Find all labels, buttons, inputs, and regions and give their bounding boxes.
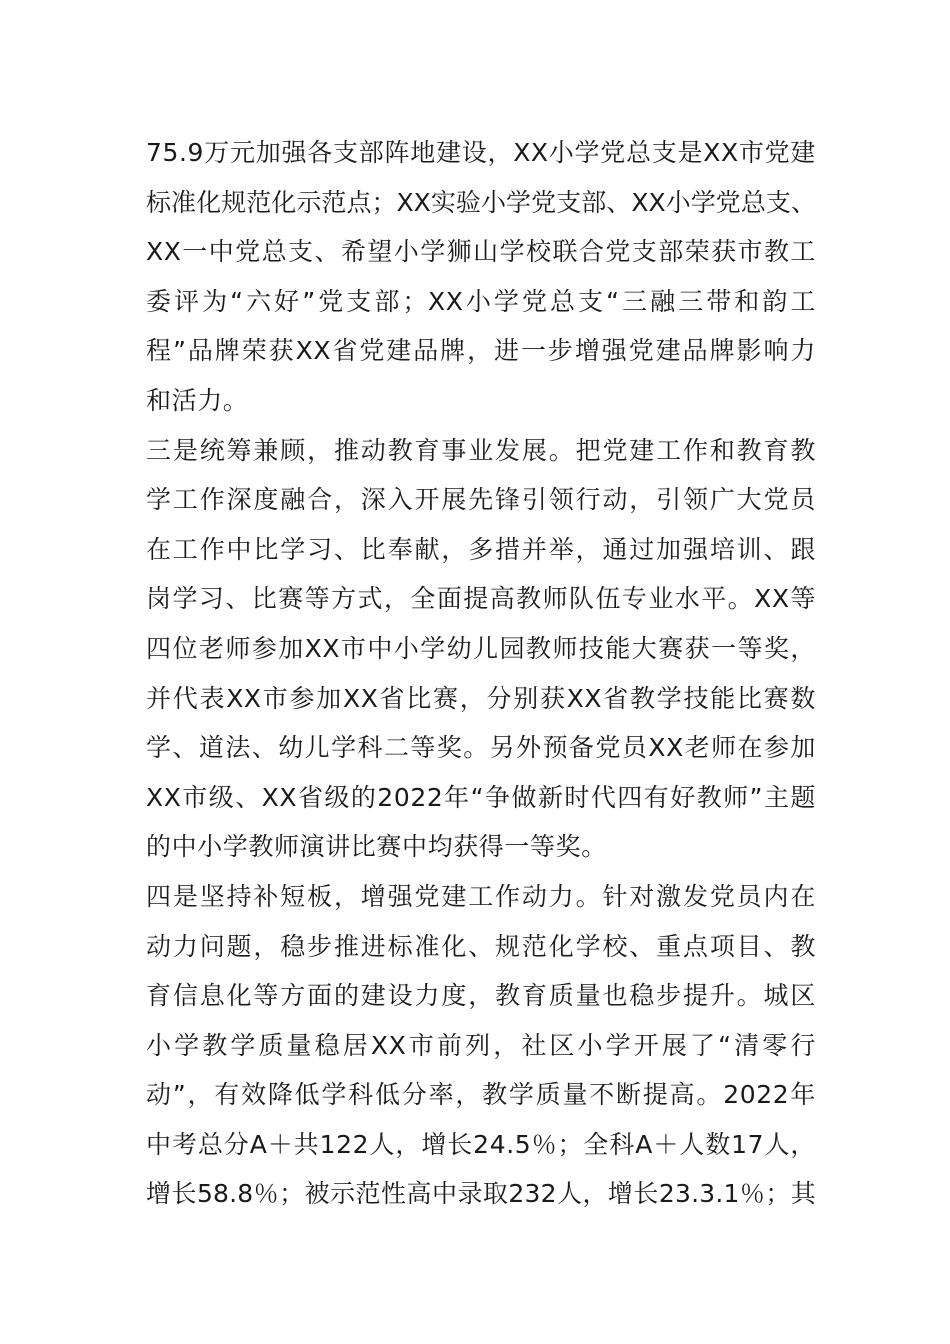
text-line: 在工作中比学习、比奉献，多措并举，通过加强培训、跟 (146, 534, 816, 564)
text-line: 三是统筹兼顾，推动教育事业发展。把党建工作和教育教 (146, 435, 816, 465)
text-line: 中考总分A＋共122人，增长24.5％；全科A＋人数17人， (146, 1129, 816, 1159)
text-line: 岗学习、比赛等方式，全面提高教师队伍专业水平。XX等 (146, 584, 816, 614)
paragraph-end-line: 的中小学教师演讲比赛中均获得一等奖。 (146, 832, 607, 862)
text-line: 75.9万元加强各支部阵地建设，XX小学党总支是XX市党建 (146, 138, 816, 167)
text-line: 标准化规范化示范点；XX实验小学党支部、XX小学党总支、 (146, 187, 816, 217)
body-text (146, 128, 816, 1219)
text-line: 育信息化等方面的建设力度，教育质量也稳步提升。城区 (146, 981, 816, 1011)
text-line: 学、道法、幼儿学科二等奖。另外预备党员XX老师在参加 (146, 733, 816, 763)
paragraph-end-line: 和活力。 (146, 385, 249, 415)
text-line: 四位老师参加XX市中小学幼儿园教师技能大赛获一等奖， (146, 633, 816, 663)
text-line: 程”品牌荣获XX省党建品牌，进一步增强党建品牌影响力 (146, 336, 816, 366)
text-line: 并代表XX市参加XX省比赛，分别获XX省教学技能比赛数 (146, 683, 816, 713)
text-line: 增长58.8％；被示范性高中录取232人，增长23.3.1％；其 (146, 1179, 816, 1209)
text-line: XX市级、XX省级的2022年“争做新时代四有好教师”主题 (146, 782, 816, 812)
text-line: 四是坚持补短板，增强党建工作动力。针对激发党员内在 (146, 881, 816, 911)
text-line: 动力问题，稳步推进标准化、规范化学校、重点项目、教 (146, 931, 816, 961)
text-line: 学工作深度融合，深入开展先锋引领行动，引领广大党员 (146, 485, 816, 515)
text-line: 委评为“六好”党支部；XX小学党总支“三融三带和韵工 (146, 286, 816, 316)
text-line: XX一中党总支、希望小学狮山学校联合党支部荣获市教工 (146, 237, 816, 267)
text-line: 小学教学质量稳居XX市前列，社区小学开展了“清零行 (146, 1030, 816, 1060)
text-line: 动”，有效降低学科低分率，教学质量不断提高。2022年 (146, 1080, 816, 1110)
